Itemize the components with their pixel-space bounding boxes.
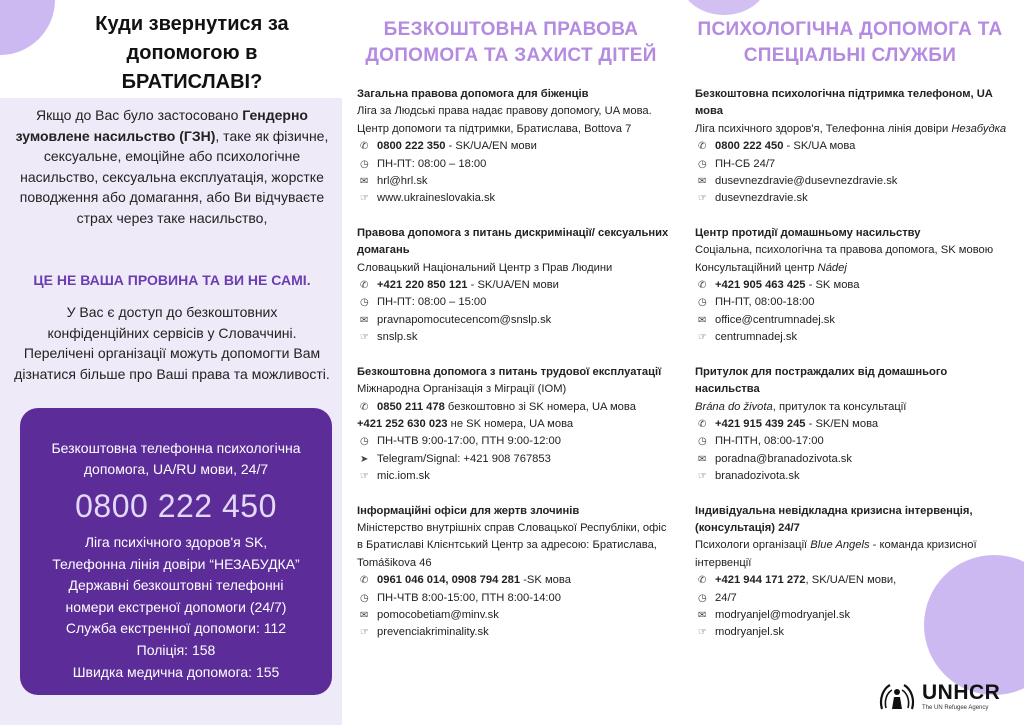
- hotline-line: Служба екстренної допомоги: 112: [65, 620, 287, 637]
- hotline-description: Безкоштовна телефонна психологічна допомога, UA/RU мови, 24/7: [51, 440, 301, 477]
- phone-number[interactable]: 0800 222 350: [377, 140, 446, 153]
- unhcr-emblem-icon: [878, 681, 916, 713]
- opening-hours: ПН-ПТ, 08:00-18:00: [715, 296, 815, 309]
- organization-name: Nádej: [817, 261, 847, 274]
- email-icon: ✉: [698, 314, 707, 326]
- phone-row: [695, 416, 1013, 433]
- email-link[interactable]: modryanjel@modryanjel.sk: [715, 608, 851, 621]
- service-title: Центр протидії домашньому насильству: [695, 226, 921, 239]
- phone-icon: ✆: [698, 418, 707, 430]
- service-entry: [695, 503, 1013, 642]
- unhcr-tagline: The UN Refugee Agency: [922, 705, 989, 711]
- phone-row: [357, 416, 675, 433]
- web-link[interactable]: prevenciakriminality.sk: [377, 626, 489, 639]
- web-link[interactable]: mic.iom.sk: [377, 470, 430, 483]
- clock-icon: ◷: [698, 592, 707, 604]
- legal-aid-column: [357, 86, 675, 659]
- intro-text: [14, 105, 330, 228]
- email-icon: ✉: [698, 609, 707, 621]
- service-description: Словацький Національний Центр з Прав Людини: [357, 261, 613, 274]
- phone-languages: -SK мова: [520, 574, 571, 587]
- telegram-row: [357, 451, 675, 468]
- service-description: Ліга за Людські права надає правову допомогу, UA мова. Центр допомоги та підтримки, Братислава, Bottova 7: [357, 105, 652, 135]
- phone-row: [357, 277, 675, 294]
- email-row: [695, 173, 1013, 190]
- service-title: Безкоштовна психологічна підтримка телефоном, UA мова: [695, 88, 993, 118]
- email-row: [357, 312, 675, 329]
- intro-text-bold: Гендерно зумовлене насильство (ГЗН): [15, 107, 308, 144]
- psychological-aid-heading: ПСИХОЛОГІЧНА ДОПОМОГА ТА СПЕЦІАЛЬНІ СЛУЖБИ: [697, 19, 1003, 66]
- phone-languages: безкоштовно зі SK номера, UA мова: [444, 400, 636, 413]
- web-link[interactable]: branadozivota.sk: [715, 470, 800, 483]
- web-row: [695, 468, 1013, 485]
- clock-icon: ◷: [698, 297, 707, 309]
- service-description-text: Ліга психічного здоров'я, Телефонна лінія довіри: [695, 122, 952, 135]
- hotline-line: Державні безкоштовні телефонні: [68, 577, 284, 594]
- page-title: Куди звернутися за допомогою в БРАТИСЛАВІ?: [95, 13, 289, 93]
- phone-icon: ✆: [698, 575, 707, 587]
- phone-row: [695, 277, 1013, 294]
- service-entry: [695, 86, 1013, 208]
- email-row: [695, 312, 1013, 329]
- hours-row: [357, 156, 675, 173]
- email-row: [695, 607, 1013, 624]
- service-title: Інформаційні офіси для жертв злочинів: [357, 504, 580, 517]
- phone-icon: ✆: [698, 141, 707, 153]
- phone-icon: ✆: [698, 280, 707, 292]
- service-description: Міністерство внутрішніх справ Словацької Республіки, офіс в Братиславі Клієнтський Центр за адресою: Братислава, Tomášikova 46: [357, 521, 667, 569]
- phone-languages: - SK/EN мова: [805, 417, 879, 430]
- telegram-icon: ➤: [360, 453, 369, 465]
- phone-number[interactable]: +421 252 630 023: [357, 417, 448, 430]
- phone-number[interactable]: 0961 046 014, 0908 794 281: [377, 574, 521, 587]
- phone-icon: ✆: [360, 401, 369, 413]
- service-title: Притулок для постраждалих від домашнього насильства: [695, 365, 948, 396]
- email-link[interactable]: poradna@branadozivota.sk: [715, 452, 852, 465]
- hours-row: [357, 433, 675, 450]
- service-entry: [357, 503, 675, 642]
- email-link[interactable]: pomocobetiam@minv.sk: [377, 608, 499, 621]
- web-link[interactable]: www.ukraineslovakia.sk: [377, 192, 496, 205]
- opening-hours: ПН-ЧТВ 9:00-17:00, ПТН 9:00-12:00: [377, 435, 561, 448]
- access-text: У Вас є доступ до безкоштовних конфіденційних сервісів у Словаччині. Перелічені організації можуть допомогти Вам дізнатися більше про Ваші права та можливості.: [14, 304, 330, 382]
- web-icon: ☞: [698, 193, 707, 205]
- phone-languages: - SK мова: [805, 279, 860, 292]
- service-description: [695, 537, 1013, 572]
- opening-hours: ПН-ПТН, 08:00-17:00: [715, 435, 824, 448]
- email-row: [695, 451, 1013, 468]
- service-entry: [357, 86, 675, 208]
- hotline-line: Поліція: 158: [136, 641, 216, 658]
- legal-aid-heading: БЕЗКОШТОВНА ПРАВОВА ДОПОМОГА ТА ЗАХИСТ ДІТЕЙ: [365, 19, 657, 66]
- web-row: [695, 624, 1013, 641]
- email-row: [357, 173, 675, 190]
- email-icon: ✉: [360, 609, 369, 621]
- clock-icon: ◷: [698, 436, 707, 448]
- telegram-contact[interactable]: Telegram/Signal: +421 908 767853: [377, 452, 551, 465]
- hotline-lines: [20, 532, 332, 683]
- web-row: [357, 190, 675, 207]
- service-description: [695, 121, 1013, 138]
- service-description-text: Консультаційний центр: [695, 261, 818, 274]
- unhcr-logo: [878, 681, 1018, 713]
- phone-number[interactable]: +421 915 439 245: [715, 417, 806, 430]
- email-icon: ✉: [360, 176, 369, 188]
- organization-name: Brána do života: [695, 400, 773, 413]
- email-icon: ✉: [698, 176, 707, 188]
- email-icon: ✉: [360, 314, 369, 326]
- web-icon: ☞: [360, 193, 369, 205]
- service-title: Загальна правова допомога для біженців: [357, 88, 589, 100]
- phone-row: [357, 138, 675, 155]
- intro-text-start: Якщо до Вас було застосовано: [36, 107, 243, 123]
- service-title: Індивідуальна невідкладна кризисна інтервенція, (консультація) 24/7: [695, 504, 973, 534]
- web-row: [357, 329, 675, 346]
- web-link[interactable]: centrumnadej.sk: [715, 331, 798, 344]
- decorative-circle: [679, 0, 769, 15]
- hotline-box: [20, 408, 332, 695]
- email-row: [357, 607, 675, 624]
- service-description: [695, 399, 1013, 416]
- left-column: [0, 0, 342, 725]
- phone-languages: - SK/UA/EN мови: [445, 140, 537, 153]
- clock-icon: ◷: [360, 158, 369, 170]
- opening-hours: ПН-ПТ: 08:00 – 15:00: [377, 296, 487, 309]
- web-icon: ☞: [698, 471, 707, 483]
- clock-icon: ◷: [360, 297, 369, 309]
- phone-languages: - SK/UA/EN мови: [467, 279, 559, 292]
- phone-number[interactable]: +421 220 850 121: [377, 279, 468, 292]
- email-link[interactable]: office@centrumnadej.sk: [715, 313, 835, 326]
- not-your-fault-heading: ЦЕ НЕ ВАША ПРОВИНА ТА ВИ НЕ САМІ.: [33, 272, 311, 288]
- web-icon: ☞: [360, 471, 369, 483]
- service-title: Правова допомога з питань дискримінації/ сексуальних домагань: [357, 226, 669, 257]
- clock-icon: ◷: [360, 436, 369, 448]
- phone-icon: ✆: [360, 280, 369, 292]
- service-description-text: Психологи організації: [695, 539, 811, 552]
- opening-hours: ПН-ЧТВ 8:00-15:00, ПТН 8:00-14:00: [377, 591, 561, 604]
- phone-languages: , SK/UA/EN мови,: [805, 574, 897, 587]
- opening-hours: ПН-СБ 24/7: [715, 157, 776, 170]
- organization-name: Blue Angels: [810, 539, 870, 552]
- web-icon: ☞: [698, 627, 707, 639]
- web-icon: ☞: [360, 332, 369, 344]
- phone-row: [695, 572, 1013, 589]
- opening-hours: 24/7: [715, 591, 737, 604]
- hotline-line: Телефонна лінія довіри “НЕЗАБУДКА”: [52, 555, 300, 572]
- phone-languages: - SK/UA мова: [783, 140, 856, 153]
- web-icon: ☞: [698, 332, 707, 344]
- hotline-phone-number[interactable]: 0800 222 450: [75, 488, 277, 524]
- service-description-text: - команда кризисної інтервенції: [695, 539, 977, 569]
- email-link[interactable]: dusevnezdravie@dusevnezdravie.sk: [715, 175, 898, 188]
- email-link[interactable]: hrl@hrl.sk: [377, 175, 428, 188]
- web-icon: ☞: [360, 627, 369, 639]
- service-entry: [695, 225, 1013, 347]
- web-link[interactable]: modryanjel.sk: [715, 626, 785, 639]
- organization-name: Незабудка: [951, 122, 1007, 135]
- phone-number[interactable]: +421 944 171 272: [715, 574, 806, 587]
- web-row: [695, 190, 1013, 207]
- hours-row: [357, 294, 675, 311]
- hours-row: [695, 433, 1013, 450]
- web-row: [695, 329, 1013, 346]
- hours-row: [695, 156, 1013, 173]
- hotline-line: Ліга психічного здоров'я SK,: [84, 534, 268, 550]
- clock-icon: ◷: [360, 592, 369, 604]
- phone-icon: ✆: [360, 575, 369, 587]
- service-description-text: , притулок та консультації: [772, 400, 907, 413]
- clock-icon: ◷: [698, 158, 707, 170]
- service-entry: [695, 364, 1013, 486]
- email-link[interactable]: pravnapomocutecencom@snslp.sk: [377, 313, 552, 326]
- hotline-line: номери екстреної допомоги (24/7): [65, 598, 287, 615]
- hours-row: [357, 590, 675, 607]
- opening-hours: ПН-ПТ: 08:00 – 18:00: [377, 157, 487, 170]
- web-link[interactable]: snslp.sk: [377, 331, 418, 344]
- phone-number[interactable]: 0850 211 478: [377, 400, 445, 413]
- phone-row: [695, 138, 1013, 155]
- service-description: [695, 260, 1013, 277]
- web-row: [357, 468, 675, 485]
- hours-row: [695, 294, 1013, 311]
- hotline-line: Швидка медична допомога: 155: [72, 663, 280, 680]
- phone-row: [357, 572, 675, 589]
- service-description: Соціальна, психологічна та правова допомога, SK мовою: [695, 244, 994, 257]
- psychological-aid-column: [695, 86, 1013, 659]
- phone-icon: ✆: [360, 141, 369, 153]
- intro-text-end: , таке як фізичне, сексуальне, емоційне або психологічне насильство, сексуальна експлуатація, жорстке поводження або домагання, або Ви відчуваєте страх через таке насильство,: [19, 127, 329, 226]
- phone-row: [357, 399, 675, 416]
- phone-number[interactable]: 0800 222 450: [715, 140, 784, 153]
- phone-languages: не SK номера, UA мова: [447, 417, 574, 430]
- phone-number[interactable]: +421 905 463 425: [715, 279, 806, 292]
- service-title: Безкоштовна допомога з питань трудової експлуатації: [357, 365, 662, 378]
- web-link[interactable]: dusevnezdravie.sk: [715, 192, 808, 205]
- hours-row: [695, 590, 1013, 607]
- service-entry: [357, 364, 675, 486]
- email-icon: ✉: [698, 453, 707, 465]
- service-description: Міжнародна Організація з Міграції (IOM): [357, 383, 567, 396]
- service-entry: [357, 225, 675, 347]
- web-row: [357, 624, 675, 641]
- unhcr-name: UNHCR: [922, 681, 1001, 704]
